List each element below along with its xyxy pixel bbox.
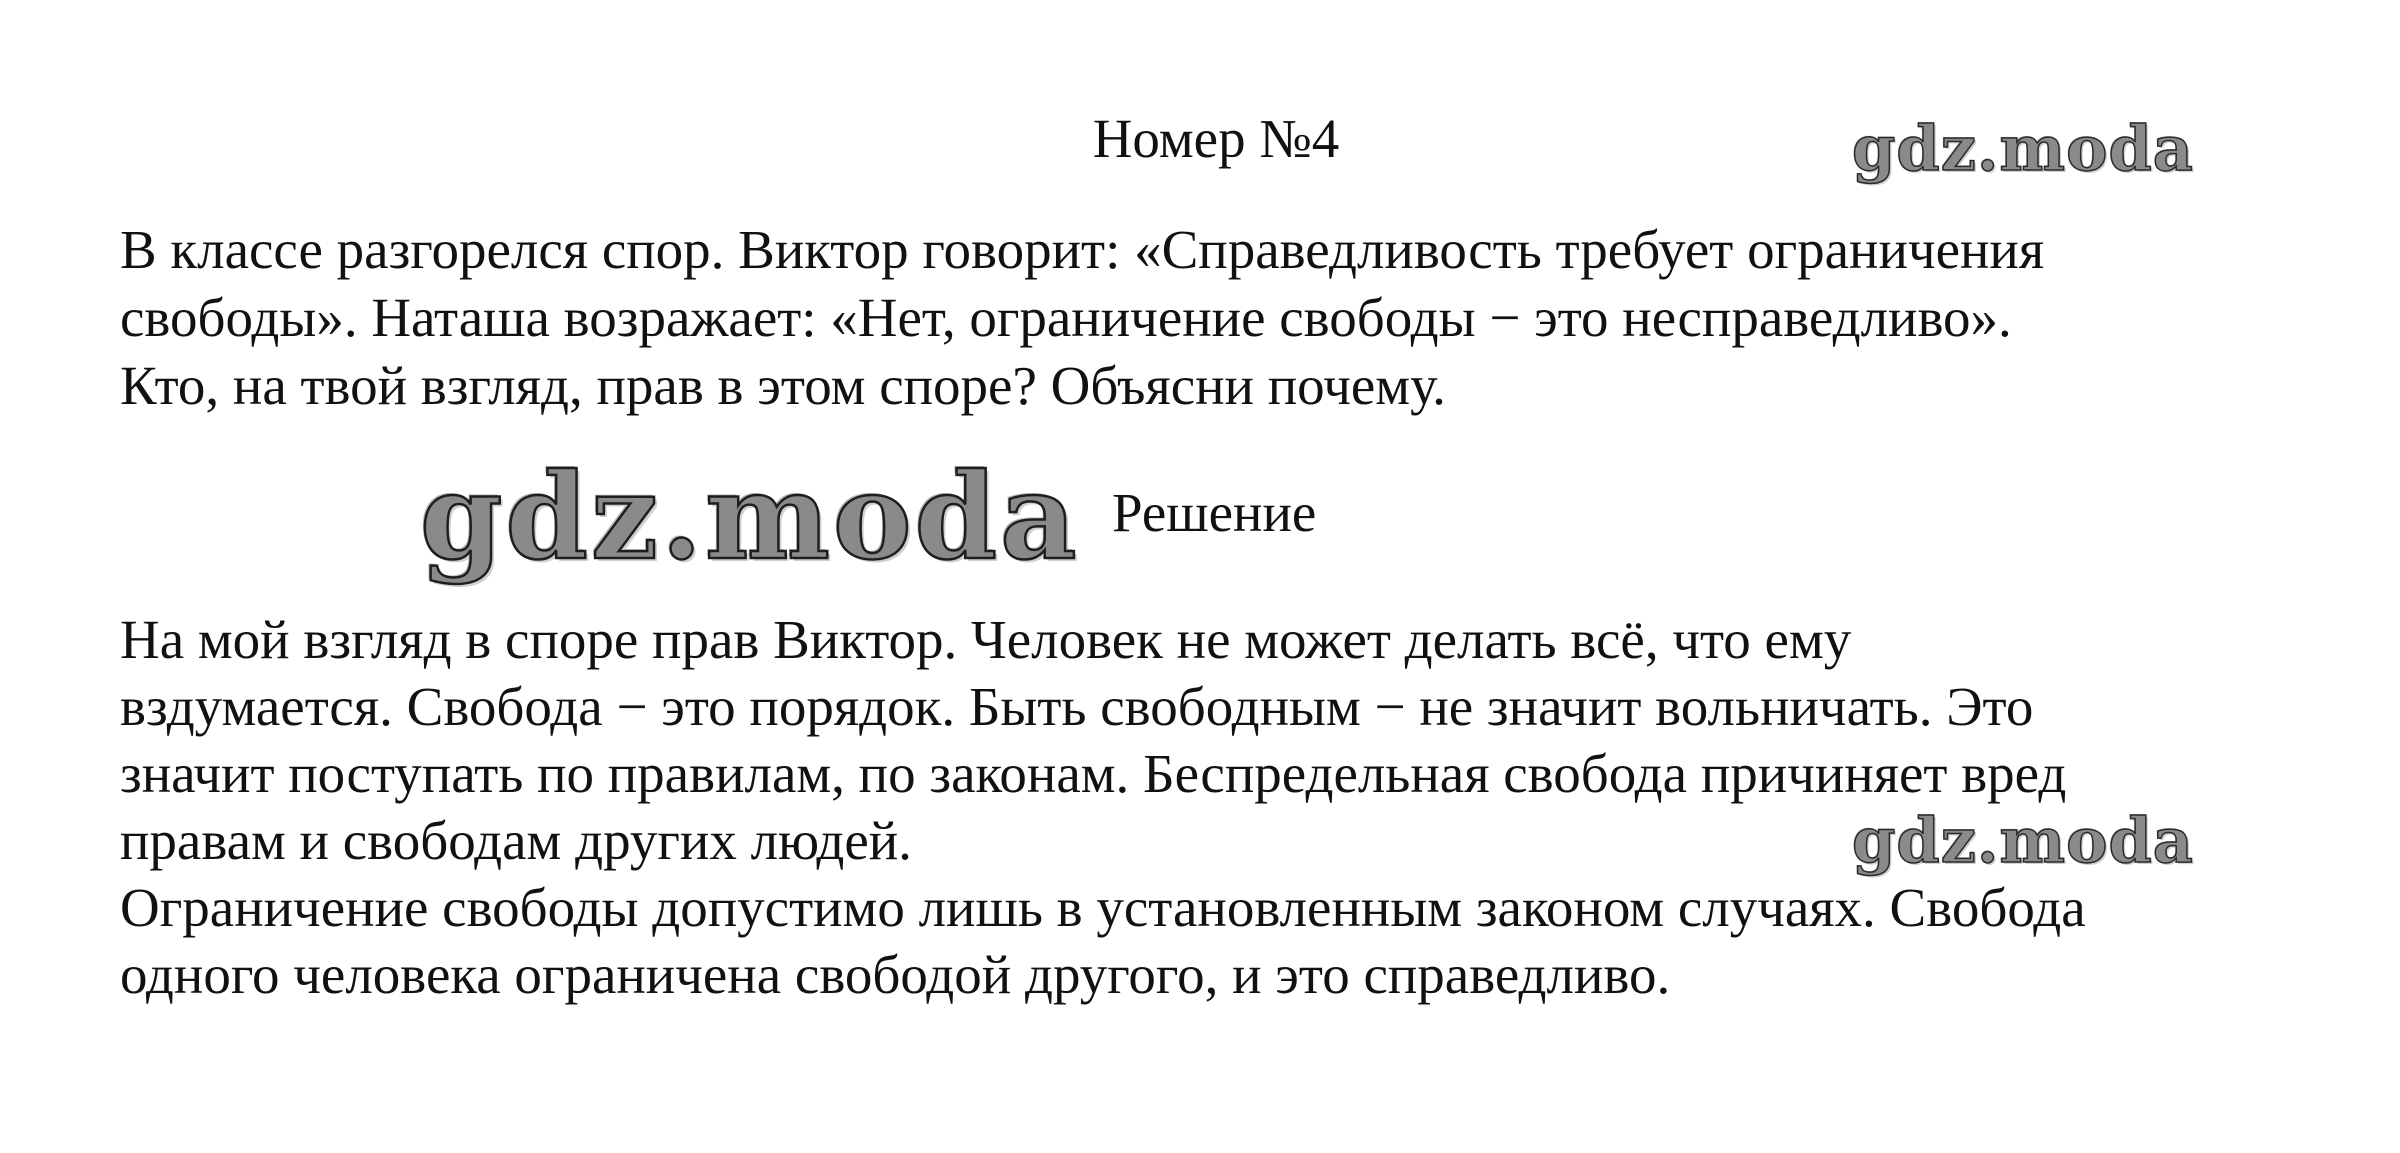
watermark-logo-middle: gdz.moda [420,447,1080,586]
watermark-logo-top: gdz.moda [1852,112,2194,185]
task-line: свободы». Наташа возражает: «Нет, ограничение свободы − это несправедливо». [120,287,2012,348]
task-line: Кто, на твой взгляд, прав в этом споре? Объясни почему. [120,355,1446,416]
answer-line: Ограничение свободы допустимо лишь в установленным законом случаях. Свобода [120,877,2086,938]
answer-line: На мой взгляд в споре прав Виктор. Человек не может делать всё, что ему [120,609,1852,670]
task-line: В классе разгорелся спор. Виктор говорит: «Справедливость требует ограничения [120,219,2045,280]
task-text [120,216,2360,420]
solution-heading: Решение [1112,482,1317,543]
answer-line: правам и свободам других людей. [120,810,912,871]
page-title: Номер №4 [1092,108,1340,169]
answer-line: значит поступать по правилам, по законам. Беспредельная свобода причиняет вред [120,743,2067,804]
answer-line: одного человека ограничена свободой другого, и это справедливо. [120,944,1671,1005]
answer-line: вздумается. Свобода − это порядок. Быть свободным − не значит вольничать. Это [120,676,2034,737]
watermark-logo-bottom: gdz.moda [1852,804,2194,877]
